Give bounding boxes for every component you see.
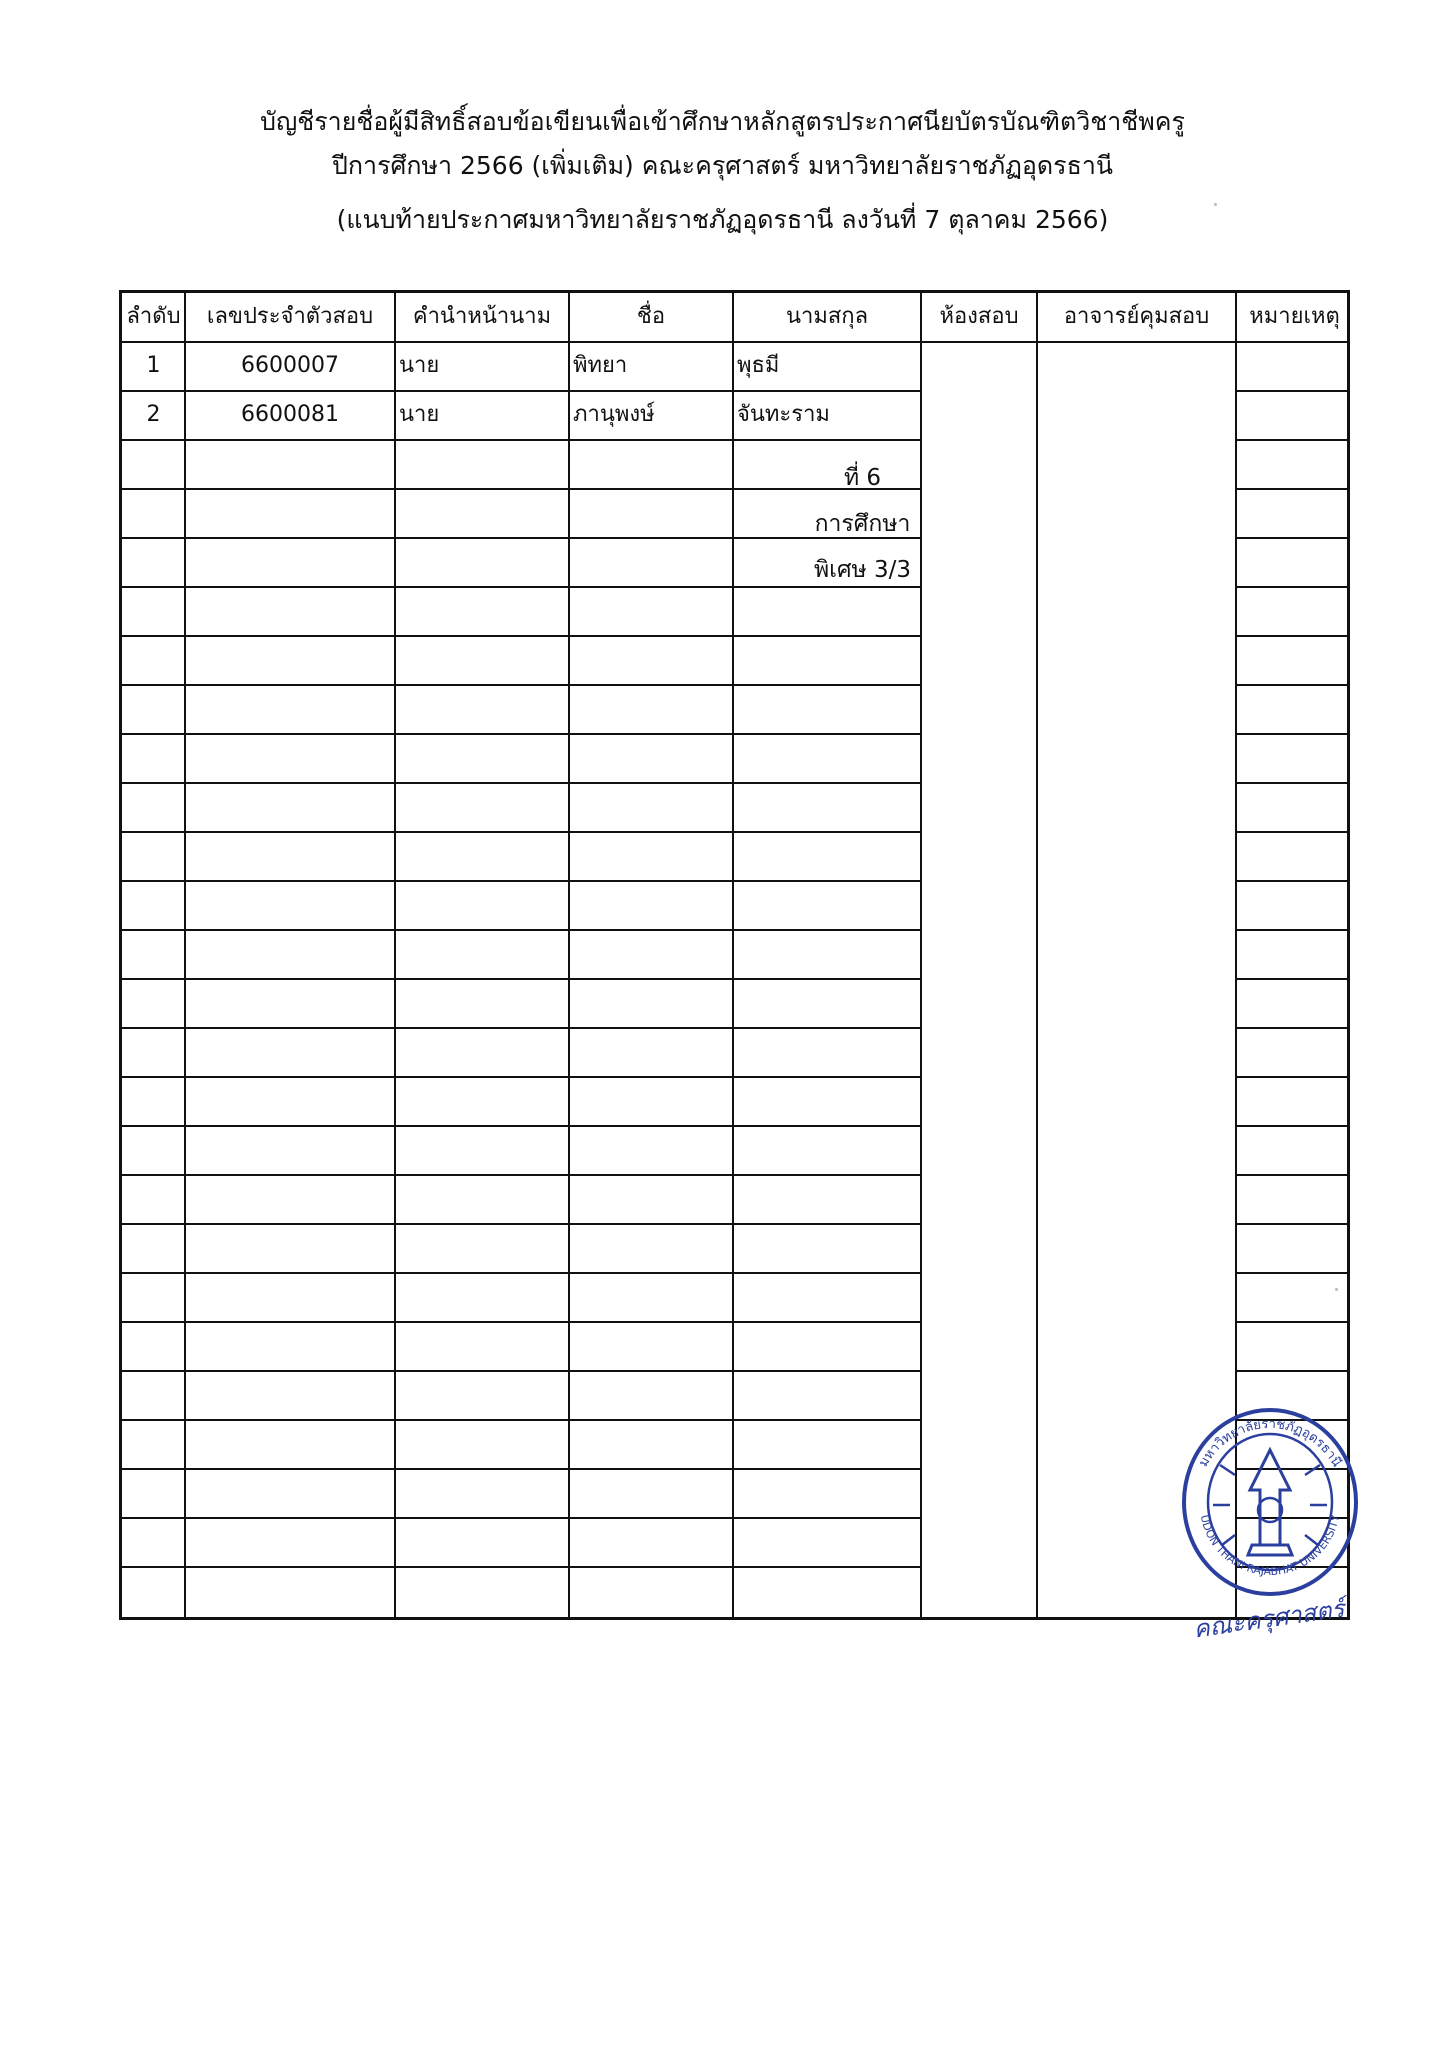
exam-room-cell [805, 455, 920, 593]
scan-speck [1214, 203, 1217, 206]
table-row-divider [1236, 1370, 1347, 1372]
table-row-divider [1236, 635, 1347, 637]
table-row-divider [122, 488, 921, 490]
table-row-divider [122, 880, 921, 882]
table-row-divider [1236, 831, 1347, 833]
table-row-divider [122, 1566, 921, 1568]
column-header-last-name: นามสกุล [785, 304, 869, 329]
scan-speck [1335, 1288, 1338, 1291]
table-row-divider [1236, 1027, 1347, 1029]
table-row-divider [1236, 439, 1347, 441]
table-row-divider [122, 978, 921, 980]
table-row-divider [122, 1076, 921, 1078]
row2-prefix: นาย [399, 402, 440, 427]
table-row-divider [1236, 929, 1347, 931]
document-reference: (แนบท้ายประกาศมหาวิทยาลัยราชภัฏอุดรธานี ลงวันที่ 7 ตุลาคม 2566) [336, 205, 1109, 234]
table-row-divider [1236, 1272, 1347, 1274]
table-row-divider [122, 1174, 921, 1176]
row1-first-name: พิทยา [573, 353, 628, 378]
table-row-divider [122, 586, 921, 588]
table-row-divider [1236, 1223, 1347, 1225]
room-line-2: การศึกษา [814, 511, 911, 537]
table-row-divider [1236, 586, 1347, 588]
table-row-divider [122, 439, 921, 441]
table-row-divider [122, 1370, 921, 1372]
row1-last-name: พุธมี [737, 353, 780, 378]
table-row-divider [122, 1321, 921, 1323]
table-row-divider [1236, 1321, 1347, 1323]
table-row-divider [122, 1517, 921, 1519]
row1-exam-id: 6600007 [241, 353, 339, 378]
table-row-divider [1236, 1076, 1347, 1078]
table-row-divider [122, 929, 921, 931]
table-row-divider [122, 831, 921, 833]
university-seal-stamp [1180, 1405, 1360, 1645]
table-row-divider [122, 1027, 921, 1029]
table-row-divider [122, 733, 921, 735]
row2-last-name: จันทะราม [737, 402, 830, 427]
table-row-divider [1236, 978, 1347, 980]
column-header-room: ห้องสอบ [939, 304, 1019, 329]
row2-no: 2 [146, 402, 161, 427]
table-row-divider [1236, 782, 1347, 784]
candidate-roster-table [119, 290, 1350, 1620]
column-header-no: ลำดับ [126, 304, 181, 329]
column-header-remarks: หมายเหตุ [1249, 304, 1340, 329]
table-row-divider [122, 782, 921, 784]
table-row-divider [122, 1223, 921, 1225]
document-subtitle: ปีการศึกษา 2566 (เพิ่มเติม) คณะครุศาสตร์ มหาวิทยาลัยราชภัฏอุดรธานี [332, 151, 1113, 180]
table-row-divider [122, 684, 921, 686]
seal-top-text: มหาวิทยาลัยราชภัฏอุดรธานี [1196, 1416, 1344, 1470]
table-row-divider [1236, 684, 1347, 686]
column-header-exam-id: เลขประจำตัวสอบ [206, 304, 374, 329]
table-row-divider [1236, 880, 1347, 882]
table-row-divider [122, 635, 921, 637]
column-header-first-name: ชื่อ [636, 304, 666, 329]
table-row-divider [1236, 1125, 1347, 1127]
column-header-proctor: อาจารย์คุมสอบ [1063, 304, 1210, 329]
table-row-divider [1236, 1174, 1347, 1176]
table-row-divider [122, 390, 921, 392]
row1-no: 1 [146, 353, 161, 378]
row2-exam-id: 6600081 [241, 402, 339, 427]
table-row-divider [122, 1125, 921, 1127]
table-row-divider [122, 1272, 921, 1274]
table-row-divider [1236, 537, 1347, 539]
row1-prefix: นาย [399, 353, 440, 378]
table-row-divider [122, 341, 1347, 343]
table-row-divider [1236, 390, 1347, 392]
document-title: บัญชีรายชื่อผู้มีสิทธิ์สอบข้อเขียนเพื่อเข้าศึกษาหลักสูตรประกาศนียบัตรบัณฑิตวิชาชีพครู [260, 107, 1185, 136]
room-line-1: ที่ 6 [843, 465, 882, 491]
table-column-divider [1036, 293, 1038, 1617]
table-row-divider [1236, 733, 1347, 735]
row2-first-name: ภานุพงษ์ [573, 402, 655, 427]
svg-text:มหาวิทยาลัยราชภัฏอุดรธานี [1196, 1417, 1345, 1470]
seal-handwritten-text: คณะครุศาสตร์ [1191, 1594, 1347, 1644]
column-header-prefix: คำนำหน้านาม [412, 304, 552, 329]
table-row-divider [1236, 488, 1347, 490]
table-row-divider [122, 1468, 921, 1470]
room-line-3: พิเศษ 3/3 [813, 557, 912, 583]
table-row-divider [122, 537, 921, 539]
table-row-divider [122, 1419, 921, 1421]
seal-bottom-text: UDON THANI RAJABHAT UNIVERSITY [1197, 1513, 1343, 1579]
